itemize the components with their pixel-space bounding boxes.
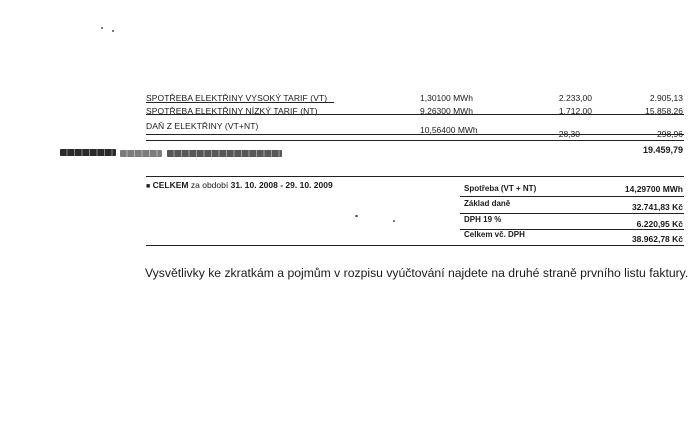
row-unit-price-tax: 28,30 bbox=[558, 129, 580, 139]
summary-value-consumption: 14,29700 MWh bbox=[624, 184, 683, 194]
summary-divider bbox=[460, 213, 684, 214]
bullet-icon: ■ bbox=[146, 183, 151, 190]
summary-label-consumption: Spotřeba (VT + NT) bbox=[464, 184, 537, 193]
summary-label-total: Celkem vč. DPH bbox=[464, 230, 525, 239]
section-rule bbox=[146, 245, 684, 246]
scan-speck bbox=[393, 220, 395, 222]
redacted-text bbox=[60, 149, 116, 156]
scan-speck bbox=[112, 30, 114, 32]
row-amount-tax: 298,96 bbox=[657, 129, 683, 139]
period-prefix: za období bbox=[190, 180, 229, 190]
row-amount-vt: 2.905,13 bbox=[649, 93, 683, 103]
row-label-nt: SPOTŘEBA ELEKTŘINY NÍZKÝ TARIF (NT) bbox=[146, 106, 318, 116]
row-divider bbox=[146, 134, 684, 135]
redacted-text bbox=[167, 150, 282, 157]
summary-label-vat: DPH 19 % bbox=[464, 215, 502, 224]
period-dates: 31. 10. 2008 - 29. 10. 2009 bbox=[230, 180, 333, 190]
celkem-label: CELKEM bbox=[152, 180, 189, 190]
summary-value-total: 38.962,78 Kč bbox=[631, 234, 683, 244]
subtotal-amount: 19.459,79 bbox=[642, 145, 683, 155]
summary-divider bbox=[460, 196, 684, 197]
scan-speck bbox=[355, 215, 358, 217]
row-quantity-vt: 1,30100 MWh bbox=[420, 93, 473, 103]
section-rule bbox=[146, 176, 684, 177]
row-quantity-tax: 10,56400 MWh bbox=[420, 125, 478, 135]
row-quantity-nt: 9,26300 MWh bbox=[420, 106, 473, 116]
footnote-text: Vysvětlivky ke zkratkám a pojmům v rozpisu vyúčtování najdete na druhé straně prvního listu faktury. bbox=[145, 266, 689, 280]
subtotal-rule bbox=[146, 140, 684, 141]
scan-speck bbox=[101, 27, 103, 29]
summary-label-tax-base: Základ daně bbox=[464, 199, 511, 208]
row-amount-nt: 15.858,26 bbox=[645, 106, 683, 116]
celkem-period bbox=[146, 180, 333, 190]
row-unit-price-nt: 1.712,00 bbox=[558, 106, 592, 116]
summary-value-tax-base: 32.741,83 Kč bbox=[631, 202, 683, 212]
row-label-tax: DAŇ Z ELEKTŘINY (VT+NT) bbox=[146, 121, 259, 131]
summary-value-vat: 6.220,95 Kč bbox=[636, 219, 683, 229]
row-label-vt: SPOTŘEBA ELEKTŘINY VYSOKÝ TARIF (VT) bbox=[146, 93, 328, 103]
row-unit-price-vt: 2.233,00 bbox=[558, 93, 592, 103]
redacted-text bbox=[120, 150, 162, 157]
